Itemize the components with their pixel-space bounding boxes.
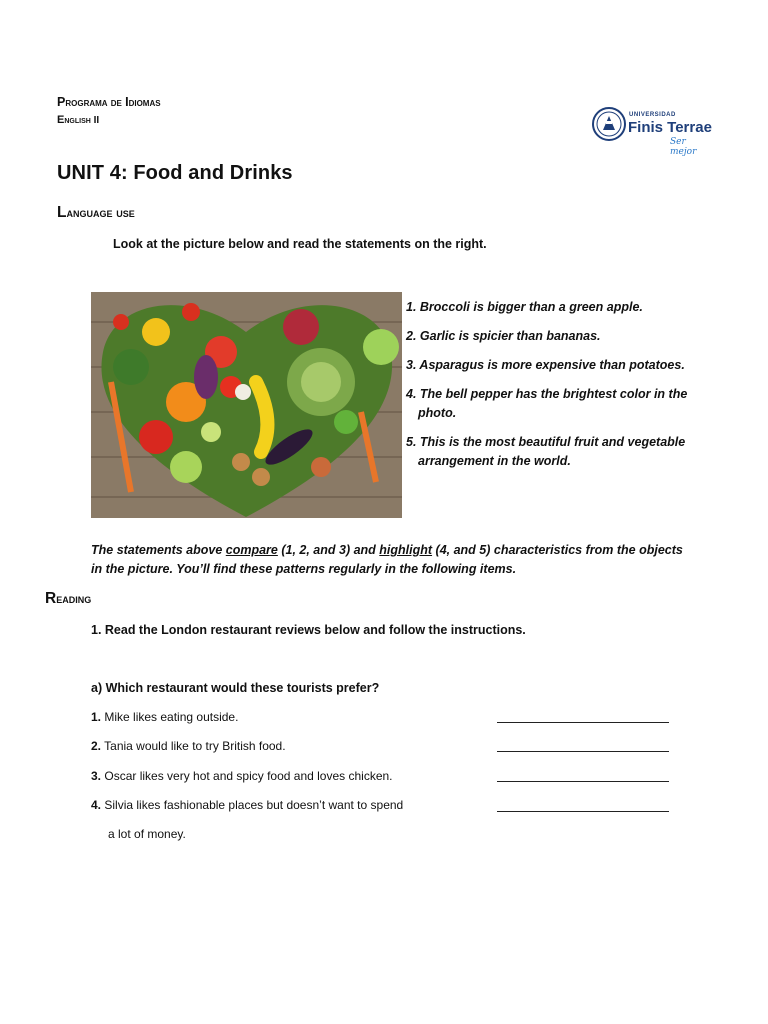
statements-list xyxy=(406,298,696,481)
section-heading-reading: Reading xyxy=(45,590,92,607)
answer-line-1[interactable] xyxy=(497,722,669,723)
vegetable-heart-image xyxy=(91,292,402,518)
highlight-keyword: highlight xyxy=(379,543,433,557)
statements-note: The statements above compare (1, 2, and 3) and highlight (4, and 5) characteristics from the objects in the picture. You’ll find these patterns regularly in the following items. xyxy=(91,543,683,576)
course-name: English II xyxy=(57,114,100,126)
statement-4: 4. The bell pepper has the brightest color in the photo. xyxy=(406,387,688,420)
statement-1: 1. Broccoli is bigger than a green apple. xyxy=(406,300,643,314)
compare-keyword: compare xyxy=(225,543,278,557)
reading-question: a) Which restaurant would these tourists prefer? xyxy=(91,681,380,695)
logo-small-text: UNIVERSIDAD xyxy=(629,112,676,118)
university-logo xyxy=(592,104,712,157)
question-item-4: 4. Silvia likes fashionable places but doesn’t want to spend xyxy=(91,798,404,812)
reading-instruction: 1. Read the London restaurant reviews below and follow the instructions. xyxy=(91,623,526,637)
question-item-3: 3. Oscar likes very hot and spicy food and loves chicken. xyxy=(91,769,393,783)
logo-tagline: Ser mejor xyxy=(670,137,697,157)
section-heading-language-use: Language use xyxy=(57,204,135,221)
statement-5: 5. This is the most beautiful fruit and vegetable arrangement in the world. xyxy=(406,435,686,468)
question-item-2: 2. Tania would like to try British food. xyxy=(91,739,286,753)
question-item-1: 1. Mike likes eating outside. xyxy=(91,710,239,724)
program-name: Programa de Idiomas xyxy=(57,95,161,109)
answer-line-3[interactable] xyxy=(497,781,669,782)
logo-name: Finis Terrae xyxy=(628,119,712,136)
answer-line-2[interactable] xyxy=(497,751,669,752)
page-title: UNIT 4: Food and Drinks xyxy=(57,162,293,184)
answer-line-4[interactable] xyxy=(497,811,669,812)
language-use-intro: Look at the picture below and read the statements on the right. xyxy=(113,237,487,251)
vegetables-photo xyxy=(91,292,402,518)
statement-3: 3. Asparagus is more expensive than potatoes. xyxy=(406,358,685,372)
statement-2: 2. Garlic is spicier than bananas. xyxy=(406,329,601,343)
question-item-4-continued: a lot of money. xyxy=(108,827,186,841)
